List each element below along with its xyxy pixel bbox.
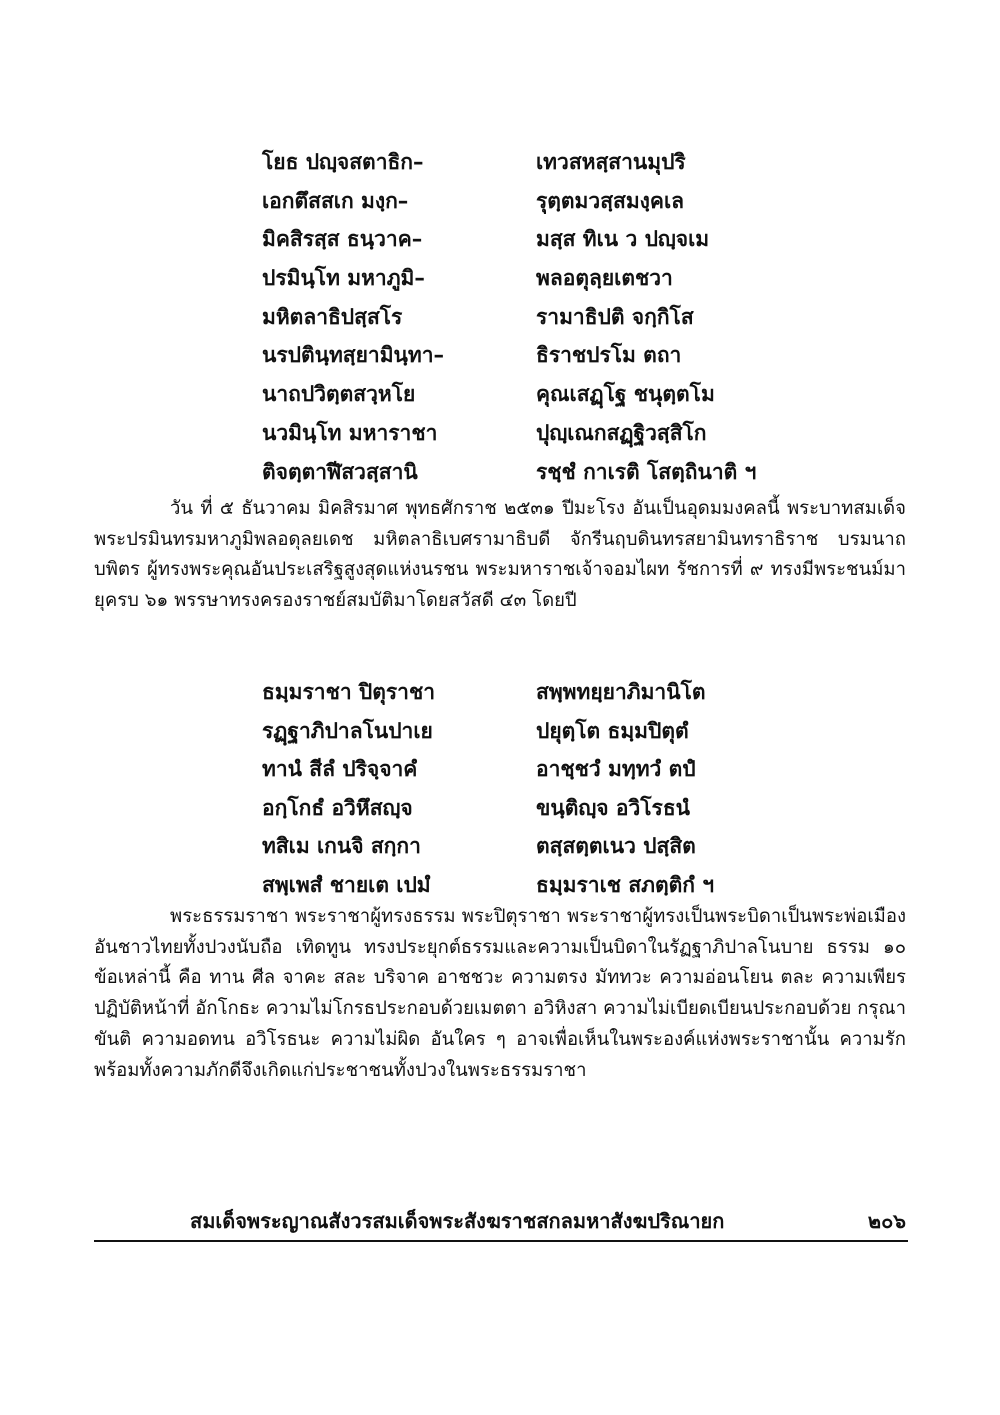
verse-left-half: สพฺเพสํ ชายเต เปมํ [262,872,431,897]
verse-left-half: นรปตินฺทสฺยามินฺทา– [262,343,445,368]
verse-left-half: โยธ ปญฺจสตาธิก– [262,150,424,174]
verse-line [262,298,882,337]
verse-right-half: สพฺพทยฺยาภิมานิโต [536,680,706,704]
verse-right-half: รุตฺตมวสฺสมงฺคเล [536,188,685,213]
page-number: ๒๐๖ [867,1209,906,1233]
paragraph-anniversary: วัน ที่ ๕ ธันวาคม มิคสิรมาศ พุทธศักราช ๒๕๓๑ ปีมะโรง อันเป็นอุดมมงคลนี้ พระบาทสมเด็จพระปรมินทรมหาภูมิพลอดุลยเดช มหิตลาธิเบศรามาธิบดี จักรีนฤบดินทรสยามินทราธิราช บรมนาถบพิตร ผู้ทรงพระคุณอันประเสริฐสูงสุดแห่งนรชน พระมหาราชเจ้าจอมไผท รัชการที่ ๙ ทรงมีพระชนม์มายุครบ ๖๑ พรรษาทรงครองราชย์สมบัติมาโดยสวัสดี ๔๓ โดยปี [94,498,906,612]
verse-left-half: รฏฺฐาภิปาลโนปาเย [262,718,433,743]
verse-line [262,182,882,221]
verse-left-half: นวมินฺโท มหาราชา [262,420,438,445]
verse-left-half: ติจตฺตาฬีสวสฺสานิ [262,459,418,484]
verse-line [262,827,882,866]
verse-right-half: รชฺชํ กาเรติ โสตฺถินาติ ฯ [536,459,757,484]
verse-right-half: ตสฺสตฺตเนว ปสฺสิต [536,834,696,858]
verse-right-half: ปยุตฺโต ธมฺมปิตุตํ [536,718,689,743]
verse-right-half: คุณเสฏฺโฐ ชนุตฺตโม [536,382,715,407]
verse-line [262,673,882,712]
verse-block-1 [262,143,882,491]
verse-right-half: อาชฺชวํ มทฺทวํ ตปํ [536,757,696,781]
verse-left-half: อกฺโกธํ อวิหึสญฺจ [262,795,413,820]
verse-left-half: ทานํ สีลํ ปริจฺจาคํ [262,757,418,781]
verse-right-half: รามาธิปติ จกฺกิโส [536,304,694,329]
verse-line [262,414,882,453]
verse-line [262,220,882,259]
verse-line [262,143,882,182]
verse-left-half: ปรมินฺโท มหาภูมิ– [262,266,425,291]
verse-right-half: ธมฺมราเช สภตฺติกํ ฯ [536,872,715,897]
verse-right-half: เทวสหสฺสานมุปริ [536,150,686,174]
verse-right-half: มสฺส ทิเน ว ปญฺจเม [536,227,710,252]
verse-line [262,259,882,298]
verse-line [262,336,882,375]
verse-right-half: ธิราชปรโม ตถา [536,343,682,368]
verse-left-half: ทสิเม เกนจิ สกฺกา [262,834,421,858]
verse-left-half: เอกตึสสเก มงฺก– [262,188,409,213]
verse-block-2 [262,673,882,904]
verse-line [262,375,882,414]
verse-line [262,750,882,789]
footer-divider [94,1240,908,1242]
verse-right-half: ขนฺติญฺจ อวิโรธนํ [536,795,690,820]
verse-line [262,712,882,751]
paragraph-dhammaraja: พระธรรมราชา พระราชาผู้ทรงธรรม พระปิตุราชา พระราชาผู้ทรงเป็นพระบิดาเป็นพระพ่อเมือง อันชาวไทยทั้งปวงนับถือ เทิดทูน ทรงประยุกต์ธรรมและความเป็นบิดาในรัฏฐาภิปาลโนบาย ธรรม ๑๐ ข้อเหล่านี้ คือ ทาน ศีล จาคะ สละ บริจาค อาชชวะ ความตรง มัททวะ ความอ่อนโยน ตละ ความเพียรปฏิบัติหน้าที่ อักโกธะ ความไม่โกรธประกอบด้วยเมตตา อวิหิงสา ความไม่เบียดเบียนประกอบด้วย กรุณา ขันติ ความอดทน อวิโรธนะ ความไม่ผิด อันใคร ๆ อาจเพื่อเห็นในพระองค์แห่งพระราชานั้น ความรัก พร้อมทั้งความภักดีจึงเกิดแก่ประชาชนทั้งปวงในพระธรรมราชา [94,906,906,1081]
verse-line [262,789,882,828]
verse-line [262,866,882,905]
footer-title: สมเด็จพระญาณสังวรสมเด็จพระสังฆราชสกลมหาสังฆปริณายก [190,1209,725,1233]
verse-left-half: มิคสิรสฺส ธนฺวาค– [262,227,423,252]
verse-right-half: ปุญฺเณกสฏฺฐิวสฺสิโก [536,420,707,445]
verse-line [262,453,882,492]
verse-left-half: มหิตลาธิปสฺสโร [262,304,403,329]
verse-left-half: ธมฺมราชา ปิตุราชา [262,680,436,704]
verse-right-half: พลอตุลฺยเตชวา [536,266,673,291]
verse-left-half: นาถปวิตฺตสวฺหโย [262,382,416,407]
